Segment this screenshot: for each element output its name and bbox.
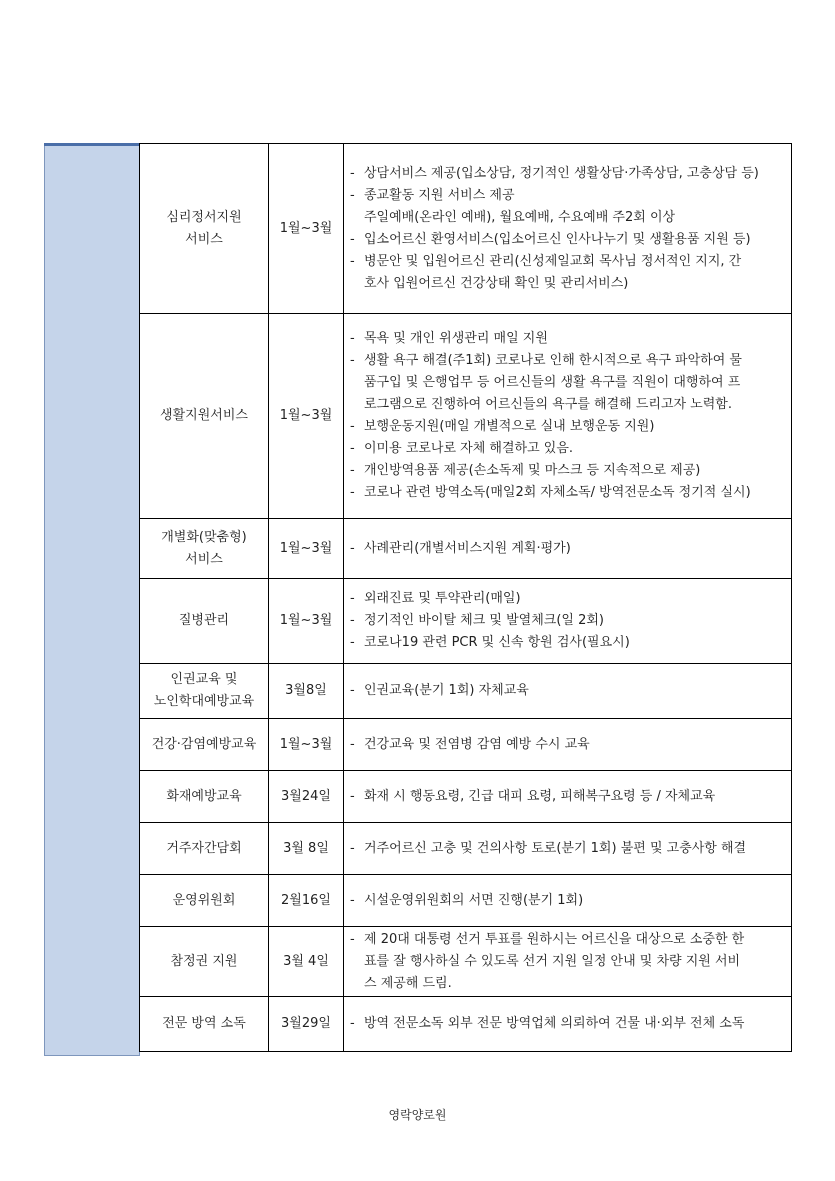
table-row: [140, 927, 792, 997]
table-row: [140, 823, 792, 875]
period-cell: 1월~3월: [269, 719, 344, 771]
description-line: - 사례관리(개별서비스지원 계획·평가): [364, 540, 571, 556]
period-cell: 1월~3월: [269, 144, 344, 314]
service-name-line: 개별화(맞춤형): [161, 529, 247, 545]
description-cell: [344, 579, 792, 664]
table-row: [140, 579, 792, 664]
program-table: [139, 143, 792, 1052]
service-name-cell: [140, 144, 269, 314]
sidebar-accent-line: [44, 143, 140, 146]
service-name-line: 서비스: [185, 551, 223, 567]
service-name-line: 노인학대예방교육: [153, 694, 255, 709]
description-item: [350, 350, 783, 416]
table-row: [140, 314, 792, 519]
description-line: 주일예배(온라인 예배), 월요예배, 수요예배 주2회 이상: [364, 209, 676, 225]
description-cell: [344, 823, 792, 875]
service-name-line: 화재예방교육: [166, 788, 242, 804]
description-item: [350, 632, 783, 654]
description-line: - 코로나19 관련 PCR 및 신속 항원 검사(필요시): [364, 635, 630, 650]
description-line: - 상담서비스 제공(입소상담, 정기적인 생활상담·가족상담, 고충상담 등): [364, 165, 759, 181]
description-line: - 건강교육 및 전염병 감염 예방 수시 교육: [364, 736, 590, 752]
period-cell: 1월~3월: [269, 519, 344, 579]
description-item: [350, 786, 783, 808]
description-item: [350, 163, 783, 185]
table-row: [140, 519, 792, 579]
period-cell: 3월24일: [269, 771, 344, 823]
service-name-line: 서비스: [185, 231, 223, 247]
description-line: - 제 20대 대통령 선거 투표를 원하시는 어르신을 대상으로 소중한 한: [364, 931, 745, 947]
period-cell: 3월29일: [269, 997, 344, 1052]
description-cell: [344, 927, 792, 997]
service-name-cell: [140, 519, 269, 579]
service-name-line: 생활지원서비스: [160, 408, 248, 423]
table-row: [140, 875, 792, 927]
description-line: 호사 입원어르신 건강상태 확인 및 관리서비스): [364, 275, 629, 291]
service-name-cell: [140, 771, 269, 823]
description-cell: [344, 719, 792, 771]
service-name-line: 전문 방역 소독: [162, 1016, 246, 1031]
footer-organization: 영락양로원: [388, 1108, 447, 1122]
description-line: - 생활 욕구 해결(주1회) 코로나로 인해 한시적으로 욕구 파악하여 물: [364, 353, 742, 368]
period-cell: 2월16일: [269, 875, 344, 927]
description-item: [350, 251, 783, 295]
description-item: [350, 838, 783, 860]
description-item: [350, 680, 783, 702]
description-line: - 병문안 및 입원어르신 관리(신성제일교회 목사님 정서적인 지지, 간: [364, 253, 742, 269]
description-line: 표를 잘 행사하실 수 있도록 선거 지원 일정 안내 및 차량 지원 서비: [364, 953, 741, 969]
description-line: - 이미용 코로나로 자체 해결하고 있음.: [364, 441, 574, 456]
service-name-line: 건강·감염예방교육: [151, 736, 257, 752]
description-item: [350, 1013, 783, 1035]
service-name-line: 질병관리: [178, 613, 230, 628]
description-cell: [344, 144, 792, 314]
service-name-cell: [140, 927, 269, 997]
service-name-cell: [140, 664, 269, 719]
description-item: [350, 890, 783, 912]
period-cell: 3월 8일: [269, 823, 344, 875]
description-line: - 시설운영위원회의 서면 진행(분기 1회): [364, 892, 584, 908]
description-item: [350, 185, 783, 229]
description-line: - 외래진료 및 투약관리(매일): [364, 591, 521, 606]
table-row: [140, 144, 792, 314]
description-line: 로그램으로 진행하여 어르신들의 욕구를 해결해 드리고자 노력함.: [364, 397, 732, 412]
description-line: - 인권교육(분기 1회) 자체교육: [364, 683, 529, 698]
description-line: - 화재 시 행동요령, 긴급 대피 요령, 피해복구요령 등 / 자체교육: [364, 788, 716, 804]
description-line: 스 제공해 드림.: [364, 975, 452, 991]
description-line: 품구입 및 은행업무 등 어르신들의 생활 욕구를 직원이 대행하여 프: [364, 375, 741, 390]
period-cell: 1월~3월: [269, 314, 344, 519]
description-line: - 종교활동 지원 서비스 제공: [364, 187, 515, 203]
description-item: [350, 460, 783, 482]
description-item: [350, 610, 783, 632]
period-cell: 3월 4일: [269, 927, 344, 997]
service-name-line: 심리정서지원: [166, 209, 242, 225]
description-item: [350, 588, 783, 610]
service-name-line: 운영위원회: [172, 892, 236, 908]
service-name-cell: [140, 314, 269, 519]
description-line: - 목욕 및 개인 위생관리 매일 지원: [364, 331, 548, 346]
description-item: [350, 929, 783, 995]
service-name-line: 거주자간담회: [166, 840, 242, 856]
description-line: - 개인방역용품 제공(손소독제 및 마스크 등 지속적으로 제공): [364, 463, 701, 478]
table-row: [140, 771, 792, 823]
description-line: - 방역 전문소독 외부 전문 방역업체 의뢰하여 건물 내·외부 전체 소독: [364, 1016, 745, 1031]
description-cell: [344, 314, 792, 519]
section-sidebar: [44, 143, 140, 1056]
description-cell: [344, 875, 792, 927]
service-name-cell: [140, 875, 269, 927]
description-item: [350, 328, 783, 350]
period-cell: 3월8일: [269, 664, 344, 719]
description-item: [350, 482, 783, 504]
description-item: [350, 438, 783, 460]
description-line: - 거주어르신 고충 및 건의사항 토로(분기 1회) 불편 및 고충사항 해결: [364, 840, 747, 856]
description-cell: [344, 519, 792, 579]
description-line: - 보행운동지원(매일 개별적으로 실내 보행운동 지원): [364, 419, 655, 434]
table-row: [140, 719, 792, 771]
description-cell: [344, 664, 792, 719]
description-item: [350, 229, 783, 251]
service-name-cell: [140, 719, 269, 771]
description-item: [350, 734, 783, 756]
service-name-cell: [140, 823, 269, 875]
description-cell: [344, 771, 792, 823]
description-item: [350, 538, 783, 560]
description-line: - 코로나 관련 방역소독(매일2회 자체소독/ 방역전문소독 정기적 실시): [364, 485, 751, 500]
service-name-line: 인권교육 및: [170, 672, 238, 687]
table-row: [140, 664, 792, 719]
table-row: [140, 997, 792, 1052]
description-line: - 입소어르신 환영서비스(입소어르신 인사나누기 및 생활용품 지원 등): [364, 231, 751, 247]
description-line: - 정기적인 바이탈 체크 및 발열체크(일 2회): [364, 613, 605, 628]
description-item: [350, 416, 783, 438]
description-cell: [344, 997, 792, 1052]
period-cell: 1월~3월: [269, 579, 344, 664]
service-name-cell: [140, 997, 269, 1052]
service-name-cell: [140, 579, 269, 664]
service-name-line: 참정권 지원: [170, 953, 238, 969]
